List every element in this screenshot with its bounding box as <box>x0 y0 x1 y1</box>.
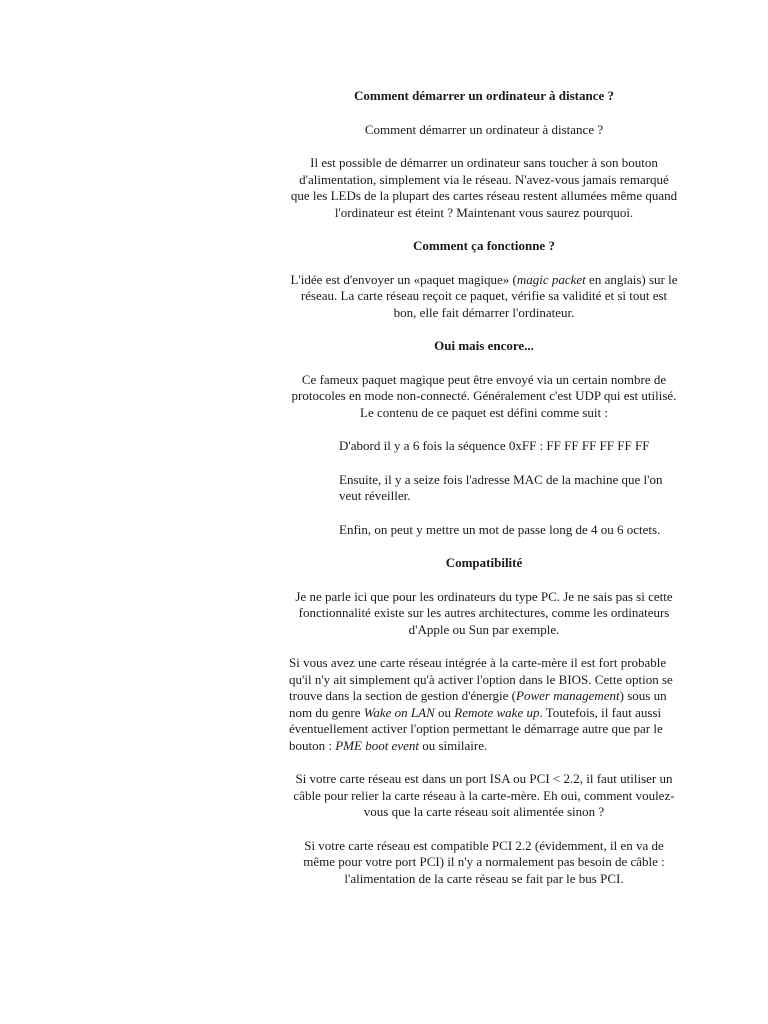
document-body <box>289 88 679 887</box>
pc-compat-paragraph: Je ne parle ici que pour les ordinateurs du type PC. Je ne sais pas si cette fonctionnalité existe sur les autres architectures, comme les ordinateurs d'Apple ou Sun par exemple. <box>295 588 673 637</box>
text-run: ou <box>434 704 455 720</box>
emphasis-wake-on-lan: Wake on LAN <box>363 704 435 720</box>
pci22-paragraph: Si votre carte réseau est compatible PCI 2.2 (évidemment, il en va de même pour votre port PCI) il n'y a normalement pas besoin de câble : l'alimentation de la carte réseau se fait par le bus PCI. <box>303 837 665 886</box>
text-run: ou similaire. <box>418 737 488 753</box>
list-item: Enfin, on peut y mettre un mot de passe long de 4 ou 6 octets. <box>339 521 661 537</box>
section-heading-oui-mais-encore: Oui mais encore... <box>434 338 534 353</box>
intro-paragraph: Il est possible de démarrer un ordinateur sans toucher à son bouton d'alimentation, simplement via le réseau. N'avez-vous jamais remarqué que les LEDs de la plupart des cartes réseau restent allumées même quand l'ordinateur est éteint ? Maintenant vous saurez pourquoi. <box>290 155 678 220</box>
text-run: L'idée est d'envoyer un «paquet magique» ( <box>290 271 517 287</box>
text-run: Si vous avez une carte réseau intégrée à la carte-mère il est fort probable qu'il n'y ait simplement qu'à activer l'option dans le BIOS. Cette option se trouve dans la section de gestion d'énergie ( <box>289 655 673 703</box>
section-heading-fonctionnement: Comment ça fonctionne ? <box>413 238 555 253</box>
magic-packet-paragraph <box>289 272 679 322</box>
emphasis-magic-packet: magic packet <box>516 271 586 287</box>
document-subtitle: Comment démarrer un ordinateur à distance ? <box>364 121 604 137</box>
isa-pci-paragraph: Si votre carte réseau est dans un port ISA ou PCI < 2.2, il faut utiliser un câble pour relier la carte réseau à la carte-mère. Eh oui, comment voulez-vous que la carte réseau soit alimentée sinon ? <box>293 771 675 819</box>
document-title: Comment démarrer un ordinateur à distance ? <box>354 88 614 103</box>
emphasis-remote-wake-up: Remote wake up <box>454 704 540 720</box>
emphasis-power-management: Power management <box>516 688 620 703</box>
text-run: en anglais) sur le réseau. La carte réseau reçoit ce paquet, vérifie sa validité et si tout est bon, elle fait démarrer l'ordinateur. <box>300 271 678 320</box>
list-item: D'abord il y a 6 fois la séquence 0xFF : FF FF FF FF FF FF <box>339 438 650 453</box>
emphasis-pme-boot-event: PME boot event <box>335 737 419 753</box>
text-run: . Toutefois, il faut aussi éventuellement activer l'option permettant le démarrage autre que par le bouton : <box>289 704 663 753</box>
list-item: Ensuite, il y a seize fois l'adresse MAC de la machine que l'on veut réveiller. <box>339 471 663 503</box>
text-run: ) sous un nom du genre <box>289 688 667 720</box>
bios-paragraph <box>289 655 679 754</box>
section-heading-compatibilite: Compatibilité <box>445 555 523 570</box>
protocol-paragraph: Ce fameux paquet magique peut être envoyé via un certain nombre de protocoles en mode non-connecté. Généralement c'est UDP qui est utilisé. Le contenu de ce paquet est défini comme suit : <box>291 371 677 420</box>
